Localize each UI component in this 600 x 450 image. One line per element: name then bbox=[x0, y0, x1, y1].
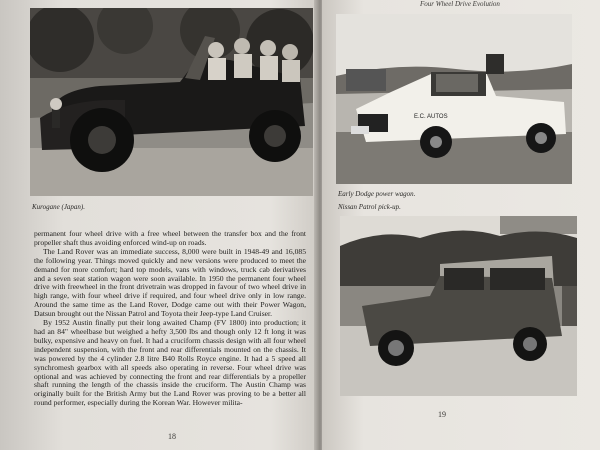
body-text bbox=[34, 230, 306, 408]
kurogane-photo bbox=[30, 8, 313, 196]
running-head: Four Wheel Drive Evolution bbox=[420, 0, 500, 8]
paragraph: The Land Rover was an immediate success, 8,000 were built in 1948-49 and 16,085 the following year. Things moved quickly and new versions were produced to meet the demand for more comfort; hard top models, vans with windows, truck cab derivatives and a seven seat station wagon were soon available. In 1950 the permanent four wheel drive with freewheel in the front drivetrain was dropped in favour of two wheel drive in high range, with four wheel drive if required, and four wheel drive only in low range. Around the same time as the Land Rover, Dodge came out with their Power Wagon, Datsun brought out the Nissan Patrol and Toyota their Jeep-type Land Cruiser. bbox=[34, 246, 306, 319]
paragraph: By 1952 Austin finally put their long awaited Champ (FV 1800) into production; it had an 84" wheelbase but weighed a hefty 3,500 lbs and though only 12 ft long it was bulky, expensive and heavy on fuel. It had a cruciform chassis design with all four wheel independent suspension, with the front and rear differentials mounted on the chassis. It was powered by the 4 cylinder 2.8 litre B40 Rolls Royce engine. It had a 5 speed all synchromesh gearbox with all speeds also operating in reverse. Four wheel drive was optional and was achieved by connecting the front and rear differentials by a propeller shaft running the length of the chassis inside the cruciform. The Austin Champ was originally built for the British Army but the Land Rover was proving to be a better all round performer, especially during the Korean War. However milita- bbox=[34, 318, 306, 408]
patrol-caption: Nissan Patrol pick-up. bbox=[338, 203, 401, 211]
right-page bbox=[322, 0, 600, 450]
truck-door-text: E.C. AUTOS bbox=[414, 114, 448, 120]
dodge-photo bbox=[336, 14, 572, 184]
right-page-number: 19 bbox=[438, 410, 446, 419]
left-page-number: 18 bbox=[168, 432, 176, 441]
paragraph: permanent four wheel drive with a free wheel between the transfer box and the front propeller shaft thus avoiding enforced wind-up on roads. bbox=[34, 229, 306, 247]
kurogane-caption: Kurogane (Japan). bbox=[32, 203, 86, 211]
nissan-patrol-photo bbox=[340, 216, 577, 396]
dodge-caption: Early Dodge power wagon. bbox=[338, 190, 416, 198]
